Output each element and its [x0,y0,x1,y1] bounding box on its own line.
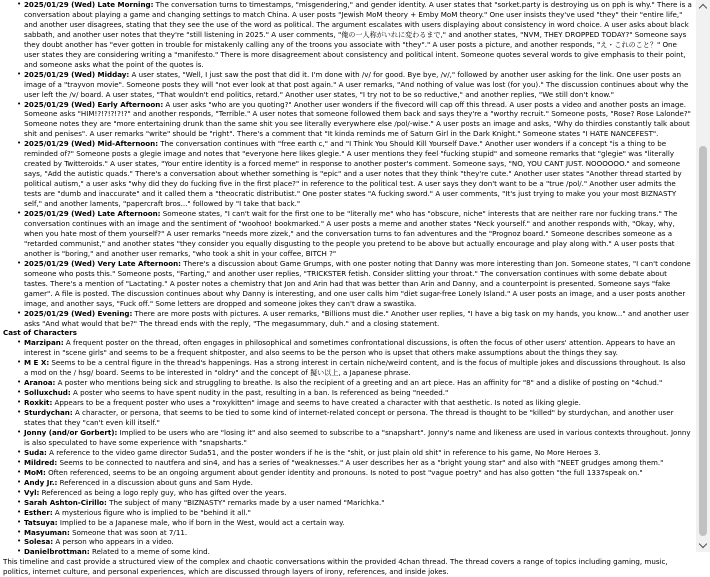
cast-member-text: Referenced as being a logo reply guy, who has gifted over the years. [39,487,287,497]
cast-heading: Cast of Characters [3,328,77,338]
timeline-entry-text: A user states, "Well, I just saw the post that did it. I'm done with /v/ for good. Bye bye, /v/," followed by another user asking for the link. One user posts an image of a "trayvon movie". Someone posts they will "not ever look at that post again." A user remarks, "And nothing of value was lost (for you)." The discussion continues about why the user left the /v/ board. A user states, "That wouldn't end politics, retard." Another user states, "I try not to be so reductive," and another replies, "We still don't know." [24,69,689,99]
cast-member-text: Appears to be a frequent poster who uses a "roxykitten" image and seems to have created a character with that aesthetic. Is noted as liking glegie. [52,398,581,408]
cast-member [0,537,696,547]
cast-member-label: Sarah Ashton-Cirillo: [24,497,107,507]
cast-member [0,378,696,388]
cast-member-label: Jonny (and/or Gorbert): [24,427,118,437]
timeline-entry [0,139,696,209]
cast-member-label: Andy Jr.: [24,477,58,487]
cast-member [0,518,696,528]
cast-member [0,488,696,498]
timeline-entry-label: 2025/01/29 (Wed) Very Late Afternoon: [24,258,181,268]
scrollbar-thumb[interactable] [699,146,707,536]
timeline-entry-label: 2025/01/29 (Wed) Early Afternoon: [24,99,164,109]
cast-member [0,408,696,428]
cast-member-text: Related to a meme of some kind. [89,547,210,557]
cast-member [0,338,696,358]
timeline-entry-label: 2025/01/29 (Wed) Late Afternoon: [24,209,161,219]
cast-member-label: MoM: [24,467,46,477]
cast-member-text: A poster who seems to have spent nudity in the past, resulting in a ban. Is referenced as being "needed." [70,388,449,398]
cast-member [0,468,696,478]
cast-member-label: Suda: [24,447,47,457]
timeline-entry-text: The conversation continues with "free earth c," and "I Think You Should Kill Yourself Dave." Another user wonders if a concept "is a thing to be reminded of?" Someone posts a glegie image and notes that "everyone here likes glegie." A user mentions they feel "fucking stupid" and someone remarks that "glegie" was "literally created by Twitteroids." A user states, "Your entire identity is a forced meme" in response to another poster's comment. Someone says, "NO, YOU CANT JUST. NOOOOOO." and someone says, "Add the autistic quads." There's a conversation about whether something is "epic" and a user notes that they think "they're cute." Another user states "Another thread started by political autism," a user asks "why did they do fucking five in the first place?" in reference to the political test. A user says they don't want to be a "true /pol/." Another user admits the tests are "dumb and inaccurate" and it called them a "theocratic distributist." One poster states "A fucking sword." A user comments, "It's just trying to make you your most BIZNASTY self," and another laments, "papercraft bros..." followed by "I take that back." [24,139,682,209]
timeline-entry [0,209,696,259]
timeline-entry [0,70,696,100]
cast-member [0,358,696,378]
cast-member-text: A mysterious figure who is implied to be "behind it all." [52,507,251,517]
cast-member-text: A frequent poster on the thread, often engages in philosophical and sometimes confrontational discussions, is often the focus of other users' attention. Appears to have an interest in "scene girls" and seems to be a frequent shitposter, and also seems to be the person who is upset that others make assumptions about the things they say. [24,338,676,358]
cast-member-text: Often referenced, seems to be an ongoing argument about gender identity and pronouns. Is noted to post "vague poetry" and has also gotten "the full 1337speak on." [45,467,643,477]
cast-member-text: A person who appears in a video. [53,537,174,547]
cast-member-text: Seems to be a central figure in the thread's happenings. Has a strong interest in certain niche/weird content, and is the focus of multiple jokes and discussions throughout. Is also a mod on the / hsg/ board. Seems to be interested in "oldry" and the concept of 擬い以上, a Japanese phrase. [24,358,686,378]
cast-member [0,478,696,488]
cast-member-label: Aranoa: [24,378,56,388]
cast-member-label: Esther: [24,507,53,517]
cast-member-label: M E X: [24,358,50,368]
cast-member-label: Tatsuya: [24,517,58,527]
cast-member [0,508,696,518]
summary-footer: This timeline and cast provide a structured view of the complex and chaotic conversations within the provided 4chan thread. The thread covers a range of topics including gaming, music, politics, internet culture, and personal experiences, which are discussed through layers of irony, references, and inside jokes. [3,557,668,577]
timeline-entry-text: There are more posts with pictures. A user remarks, "Billions must die." Another user replies, "I have a big task on my hands, you know..." and another user asks "And what would that be?" The thread ends with the reply, "The megasummary, duh." and a closing statement. [24,308,689,328]
cast-member-text: The subject of many "BIZNASTY" remarks made by a user named "Marichka." [106,497,385,507]
timeline-entry-text: There's a discussion about Game Grumps, with one poster noting that Danny was more interesting than Jon. Someone states, "I can't condone someone who posts this." Someone posts, "Farting," and another user replies, "TRICKSTER fetish. Consider slitting your throat." The conversation continues with some debate about tastes. There's a mention of "Lactating." A poster notes a chemistry that Jon and Arin had that was better than Arin and Danny, and a counterpoint is presented. Someone says "fake gamer". A file is posted. The discussion continues about why Danny is interesting, and one user calls him "diet sugar-free Lonely Island." A user posts an image, and a user posts another image, and another says, "Fuck off." Some letters are dropped and someone jokes they can't draw a swastika. [24,258,691,308]
timeline-entry [0,309,696,329]
cast-member-text: A reference to the video game director Suda51, and the poster wonders if he is the "shit, or just plain old shit" in reference to his game, No More Heroes 3. [46,447,601,457]
cast-member [0,458,696,468]
cast-member-text: A character, or persona, that seems to be tied to some kind of internet-related concept or persona. The thread is thought to be "killed" by sturdychan, and another user states that they "can't even kill itself." [24,408,674,428]
cast-member-label: Danielbrottman: [24,547,90,557]
cast-member [0,398,696,408]
cast-member-label: Solluxchud: [24,388,71,398]
timeline-entry [0,0,696,70]
cast-member-text: Someone that was soon at 7/11. [69,527,188,537]
scroll-up-arrow-icon[interactable] [696,0,710,14]
cast-member-text: Implied to be users who are "losing it" and also seemed to subscribe to a "snapshart". Jonny's name and likeness are used in various contexts throughout. Jonny is also speculated to have some experience with "snapsharts." [24,427,691,447]
timeline-entry-label: 2025/01/29 (Wed) Late Morning: [24,0,154,9]
timeline-entry-text: Someone states, "I can't wait for the first one to be "literally me" who has "obscure, niche" interests that are neither rare nor fucking trans." The conversation continues with an image and the sentiment of "woohoo! bookmarked." A user posts a meme and another states "Neck yourself." and another responds with, "Okay, why, when you hate most of them yourself?" A user remarks "needs more zizek," and the conversation turns to fan adventures and the "Prognoz board." Someone describes someone as a "retarded communist," and another states "they consider you equally disgusting to the people you pretend to be above but actually encourage and play along with." A user posts that another is "boring," and another user remarks, "who took a shit in your coffee, BITCH ?" [24,209,678,258]
vertical-scrollbar[interactable] [696,0,710,552]
cast-member-label: Mildred: [24,457,58,467]
cast-member-label: Vyl: [24,487,40,497]
timeline-entry-text: The conversation turns to timestamps, "misgendering," and gender identity. A user states that "sorket.party is destroying us on pph is why." There is a conversation about playing a game and changing settings to match China. A user posts "Jewish MoM theory + Emby MoM theory." One user insists they've used "they" their "entire life," and another user disagrees, stating that they see the use of the word as political. The argument escalates with users displaying about consistency in word choice. A user asks about black sabbath, and another user notes that they're "still listening in 2025." A user comments, "俺の一人称がいれに変わるまで," and another states, "NVM, THEY DROPPED TODAY?" Someone says they doubt another has "ever gotten in trouble for mistakenly calling any of the troons you associate with "they"." A user posts a picture, and another responds, "え・これのこと？" One user states they are considering writing a "manifesto." There is more disagreement about consistency and political intent. Someone quotes several words to give emphasis to their point, and someone asks what the point of the quotes is. [24,0,692,69]
timeline-entry-label: 2025/01/29 (Wed) Mid-Afternoon: [24,139,159,149]
cast-member [0,498,696,508]
cast-list [0,338,696,557]
timeline-entry [0,259,696,309]
cast-member [0,547,696,557]
scroll-down-arrow-icon[interactable] [696,538,710,552]
cast-member-label: Sturdychan: [24,408,73,418]
timeline-entry-label: 2025/01/29 (Wed) Evening: [24,308,133,318]
cast-member-label: Roxkit: [24,398,53,408]
cast-member-text: Seems to be connected to nautfera and sin4, and has a series of "weaknesses." A user describes her as a "bright young star" and also with "NEET grudges among them." [57,457,664,467]
timeline-entry [0,100,696,140]
cast-member-text: Referenced in a discussion about guns and Sam Hyde. [57,477,253,487]
cast-member-text: Implied to be a Japanese male, who if born in the West, would act a certain way. [57,517,345,527]
timeline-entry-label: 2025/01/29 (Wed) Midday: [24,69,130,79]
cast-member [0,448,696,458]
cast-member-text: A poster who mentions being sick and struggling to breathe. Is also the recipient of a greeting and an art piece. Has an affinity for "8" and a dislike of posting on "4chud." [55,378,663,388]
cast-member [0,428,696,448]
cast-member-label: Masyuman: [24,527,70,537]
cast-member [0,388,696,398]
timeline-entry-text: A user asks "who are you quoting?" Another user wonders if the fivecord will cap off this thread. A user posts a video and another posts an image. Someone asks "HIM!?!?!?!?!?" and another responds, "Terrible." A user notes that someone followed them back and says they're a "worthy recruit." Someone posts, "Rose? Rose Lalonde?" Someone notes they are "more entertaining drunk than the same shit you see literally everywhere else /pol/-wise." A user posts an image and asks, "Why do thirdies constantly talk about shit and penises". A user remarks "write" should be "right". There's a comment that "It kinda reminds me of Saturn Girl in the Dark Knight." Someone states "I HATE NANCEFEST". [24,99,691,139]
cast-member-label: Marzipan: [24,338,64,348]
cast-member-label: Solesa: [24,537,54,547]
cast-member [0,528,696,538]
